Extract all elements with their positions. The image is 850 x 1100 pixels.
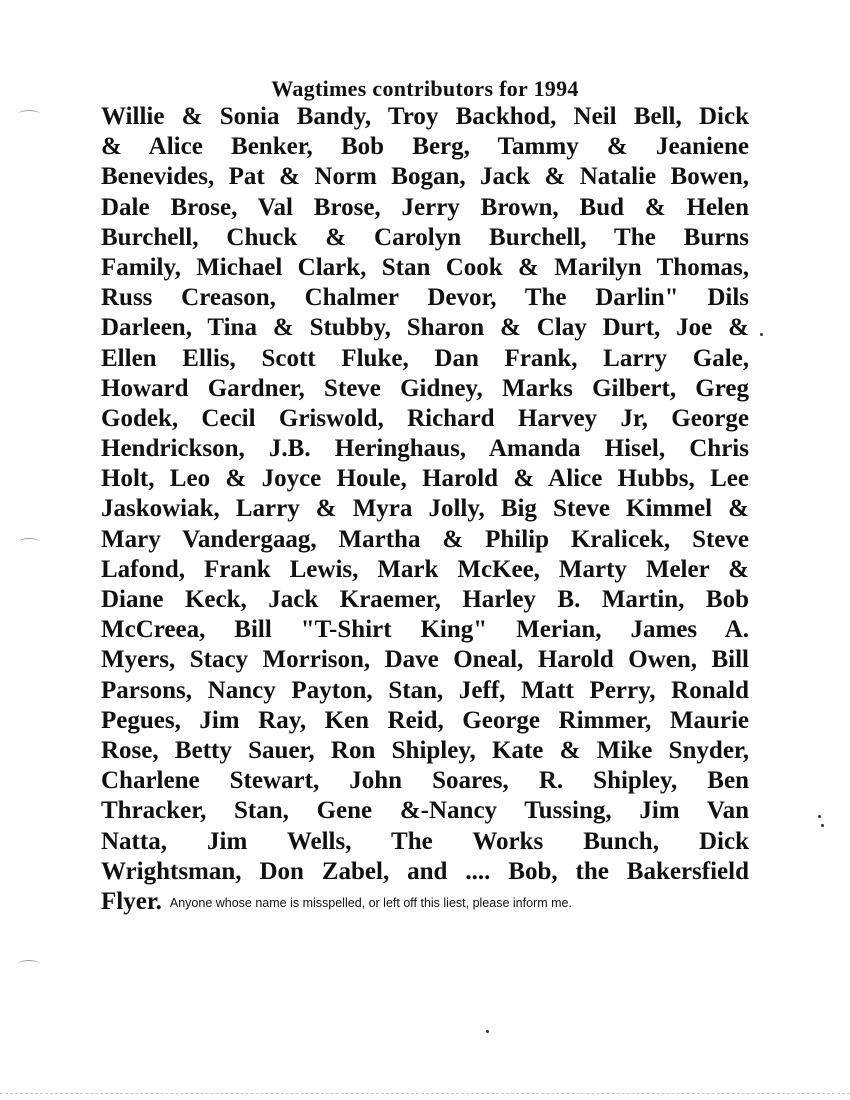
contributors-line-1: Willie & Sonia Bandy, Troy Backhod, Neil Bell, Dick [101, 103, 749, 130]
contributors-line-24: Thracker, Stan, Gene &-Nancy Tussing, Jim Van [101, 797, 749, 825]
scan-mark [760, 333, 763, 336]
scan-mark [18, 960, 40, 969]
contributors-line-25: Natta, Jim Wells, The Works Bunch, Dick [101, 827, 749, 855]
contributors-line-6: Family, Michael Clark, Stan Cook & Marilyn Thomas, [101, 253, 749, 281]
contributors-line-7: Russ Creason, Chalmer Devor, The Darlin" Dils [101, 284, 749, 312]
contributors-line-15: Mary Vandergaag, Martha & Philip Kralicek, Steve [101, 525, 749, 553]
contributors-line-17: Diane Keck, Jack Kraemer, Harley B. Martin, Bob [101, 586, 749, 613]
page-title: Wagtimes contributors for 1994 [271, 76, 579, 101]
contributors-line-16: Lafond, Frank Lewis, Mark McKee, Marty Meler & [101, 555, 749, 583]
page-edge [0, 1093, 850, 1094]
contributors-line-2: & Alice Benker, Bob Berg, Tammy & Jeaniene [101, 133, 749, 161]
contributors-line-9: Ellen Ellis, Scott Fluke, Dan Frank, Larry Gale, [101, 344, 749, 372]
footnote: Anyone whose name is misspelled, or left off this liest, please inform me. [169, 896, 572, 911]
contributors-line-20: Parsons, Nancy Payton, Stan, Jeff, Matt Perry, Ronald [101, 676, 749, 704]
contributors-list [101, 102, 749, 917]
contributors-line-12: Hendrickson, J.B. Heringhaus, Amanda Hisel, Chris [101, 435, 749, 463]
contributors-line-3: Benevides, Pat & Norm Bogan, Jack & Natalie Bowen, [101, 163, 749, 191]
contributors-line-21: Pegues, Jim Ray, Ken Reid, George Rimmer, Maurie [101, 706, 749, 734]
contributors-line-23: Charlene Stewart, John Soares, R. Shipley, Ben [101, 767, 749, 795]
contributors-line-13: Holt, Leo & Joyce Houle, Harold & Alice Hubbs, Lee [101, 465, 749, 493]
scan-mark [18, 538, 40, 547]
scan-mark [818, 815, 821, 818]
contributors-line-22: Rose, Betty Sauer, Ron Shipley, Kate & Mike Snyder, [101, 736, 749, 764]
scan-mark [18, 110, 40, 119]
scan-mark [821, 824, 824, 827]
contributors-line-14: Jaskowiak, Larry & Myra Jolly, Big Steve Kimmel & [101, 495, 749, 523]
contributors-line-27: Flyer. [101, 887, 162, 915]
contributors-line-18: McCreea, Bill "T-Shirt King" Merian, James A. [101, 616, 749, 644]
contributors-final-line [101, 887, 749, 917]
contributors-line-19: Myers, Stacy Morrison, Dave Oneal, Harold Owen, Bill [101, 646, 749, 674]
contributors-line-4: Dale Brose, Val Brose, Jerry Brown, Bud & Helen [101, 193, 749, 221]
contributors-line-11: Godek, Cecil Griswold, Richard Harvey Jr, George [101, 404, 749, 432]
contributors-line-5: Burchell, Chuck & Carolyn Burchell, The Burns [101, 223, 749, 251]
contributors-line-26: Wrightsman, Don Zabel, and .... Bob, the Bakersfield [101, 857, 749, 885]
scan-mark [486, 1030, 489, 1033]
contributors-line-8: Darleen, Tina & Stubby, Sharon & Clay Durt, Joe & [101, 314, 749, 342]
contributors-line-10: Howard Gardner, Steve Gidney, Marks Gilbert, Greg [101, 374, 749, 402]
